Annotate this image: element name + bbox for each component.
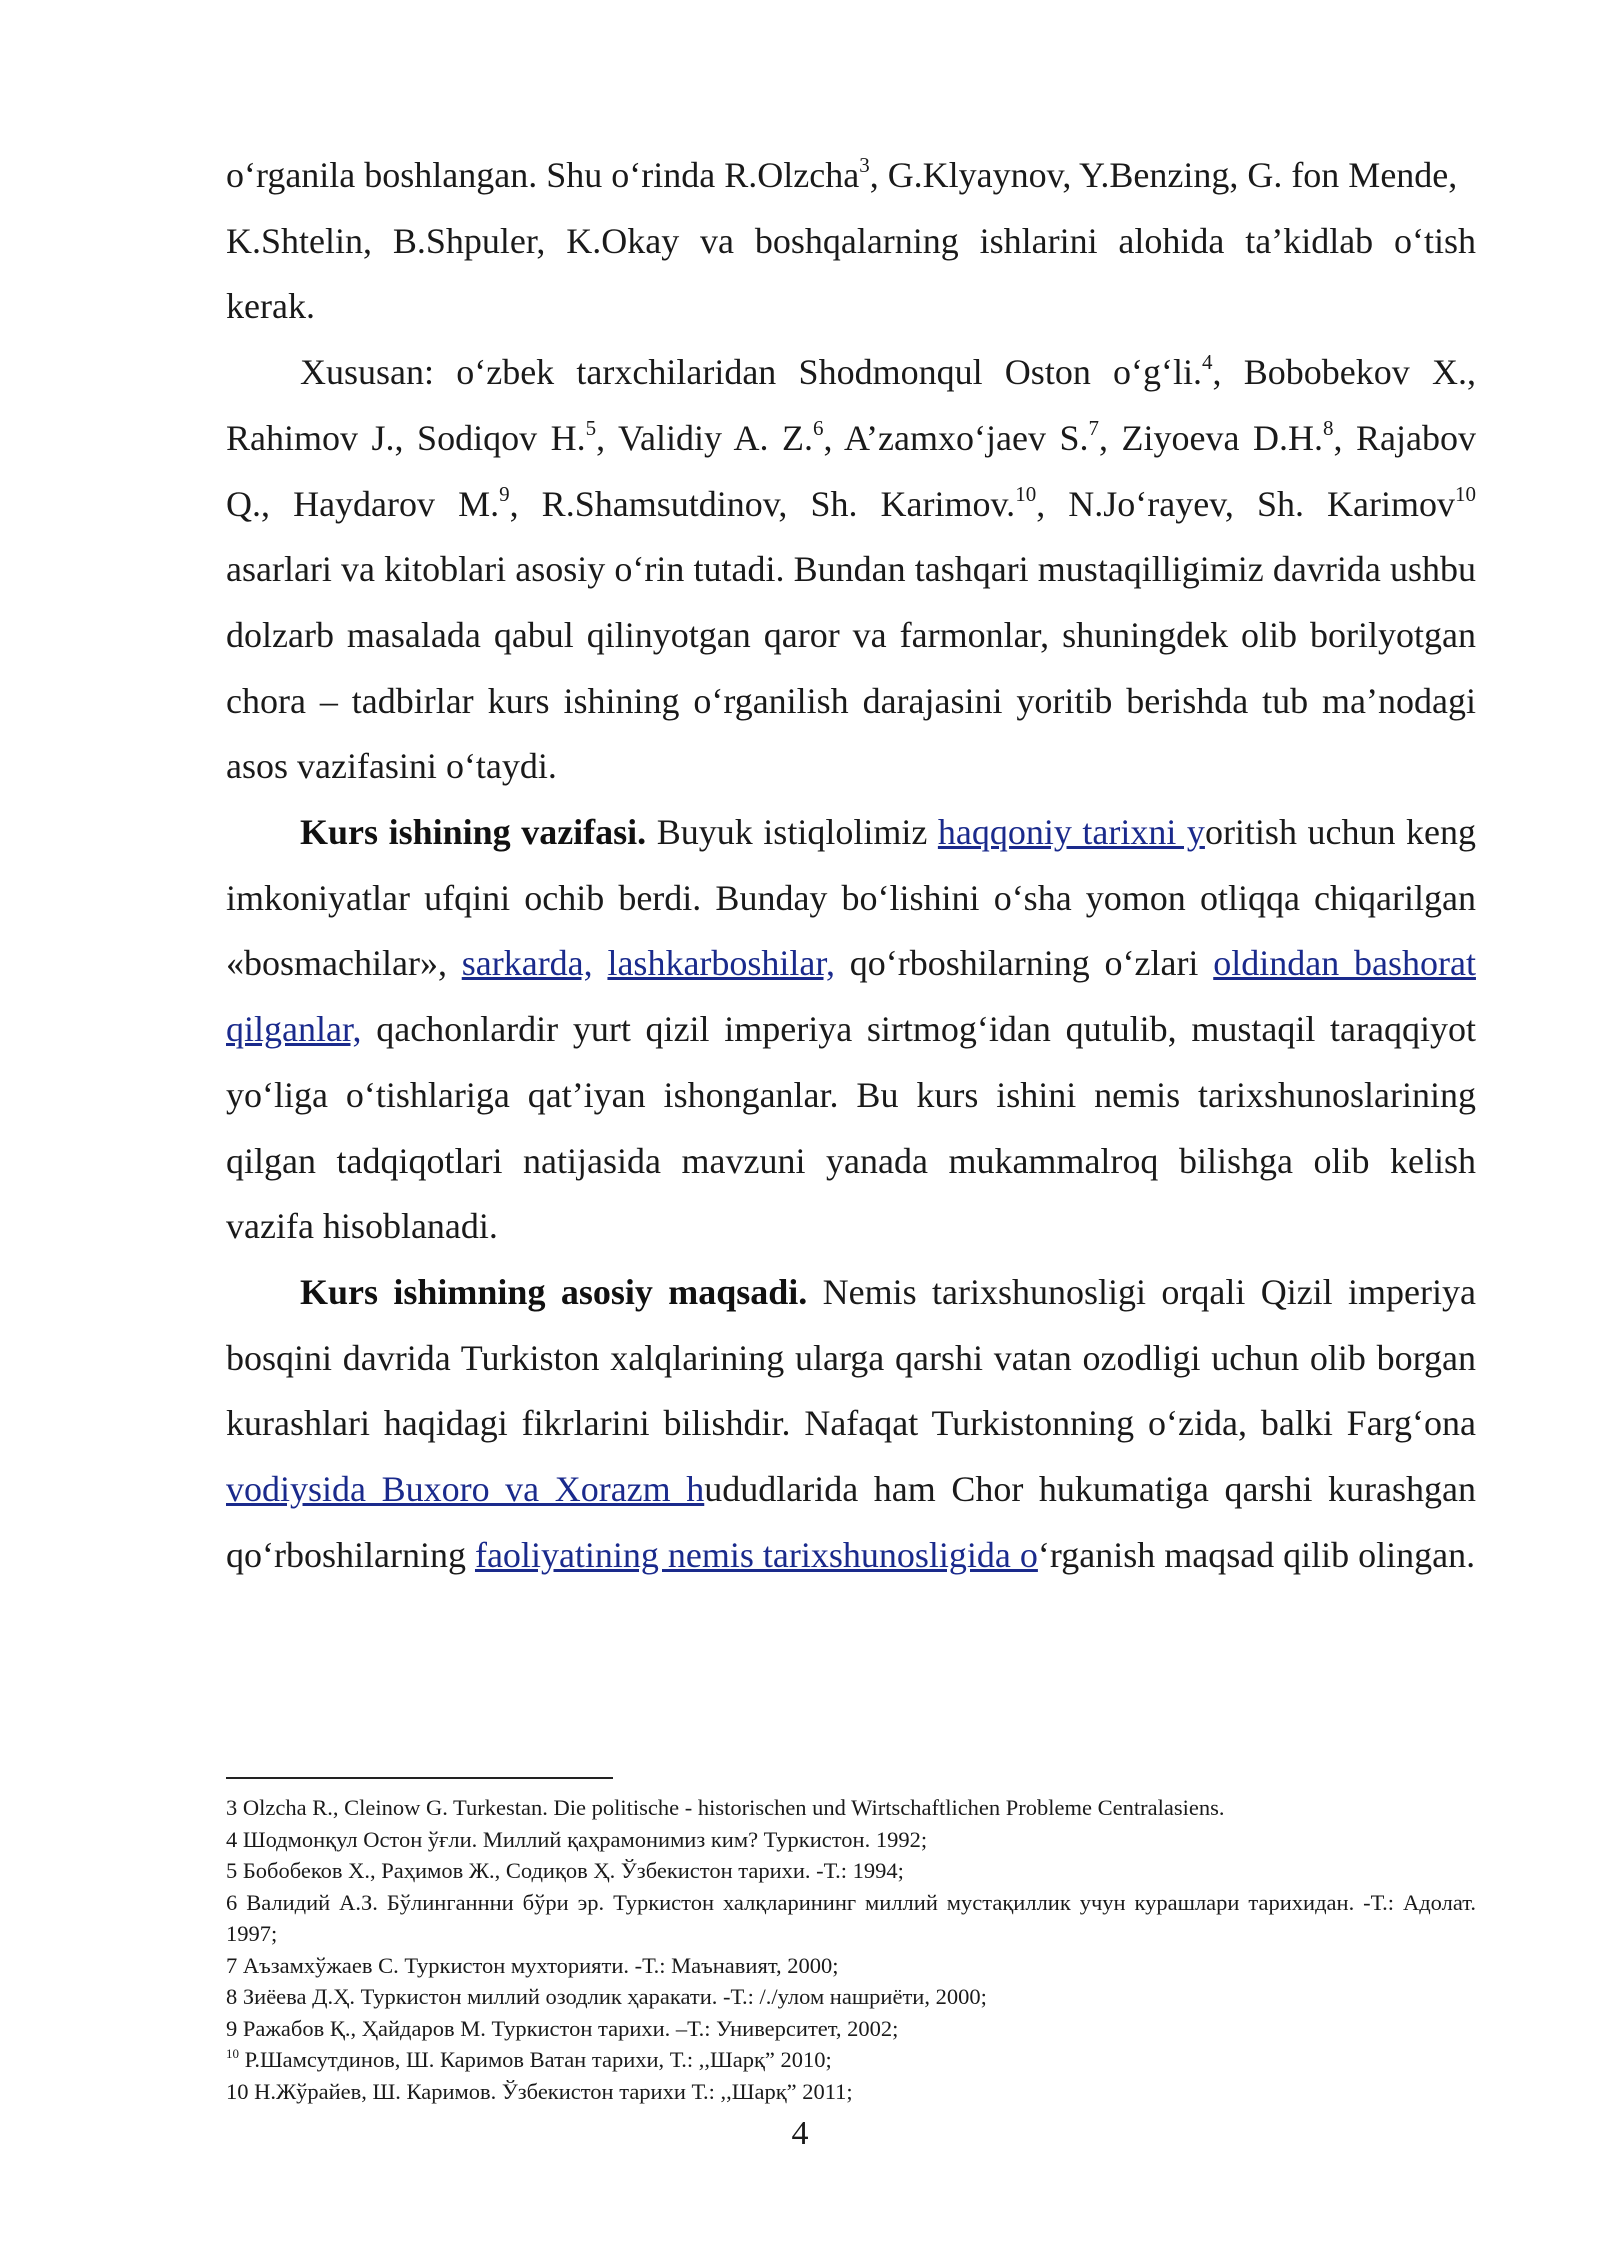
footnote-7: 7 Аъзамхўжаев С. Туркистон мухторияти. -Т.: Маънавият, 2000; xyxy=(226,1952,839,1978)
footnote-ref-10b[interactable]: 10 xyxy=(1455,481,1477,506)
paragraph-3 xyxy=(226,340,1476,800)
footnote-10a-text: Р.Шамсутдинов, Ш. Каримов Ватан тарихи, Т.: ,,Шарқ” 2010; xyxy=(239,2047,832,2072)
footnote-4: 4 Шодмонқул Остон ўғли. Миллий қаҳрамонимиз ким? Туркистон. 1992; xyxy=(226,1826,928,1852)
footnote-ref-6[interactable]: 6 xyxy=(813,415,824,440)
footnote-ref-8[interactable]: 8 xyxy=(1323,415,1334,440)
footnote-10b: 10 Н.Жўрайев, Ш. Каримов. Ўзбекистон тарихи Т.: ,,Шарқ” 2011; xyxy=(226,2078,853,2104)
paragraph-task xyxy=(226,800,1476,1260)
link-oldindan-bashorat[interactable]: oldindan bashorat qilganlar, xyxy=(226,943,1476,1050)
text-run: o‘rganila boshlangan. Shu o‘rinda R.Olzcha xyxy=(226,155,860,195)
text-run: , Rajabov Q., Haydarov M. xyxy=(226,417,1476,524)
text-run: , Validiy A. Z. xyxy=(596,417,814,458)
footnote-ref-7[interactable]: 7 xyxy=(1088,415,1099,440)
text-run: ududlarida ham Chor hukumatiga qarshi kurashgan qo‘rboshilarning xyxy=(226,1469,1476,1575)
footnote-10a-mark: 10 xyxy=(226,2046,239,2061)
section-heading-task: Kurs ishining vazifasi. xyxy=(300,812,647,853)
text-run xyxy=(593,943,608,983)
footnote-5: 5 Бобобеков Х., Раҳимов Ж., Содиқов Ҳ. Ўзбекистон тарихи. -Т.: 1994; xyxy=(226,1858,904,1883)
link-faoliyatining-nemis[interactable]: faoliyatining nemis tarixshunosligida o xyxy=(474,1534,1038,1575)
paragraph-1 xyxy=(226,143,1476,209)
text-run: , R.Shamsutdinov, Sh. Karimov. xyxy=(509,483,1016,524)
text-run: Nemis tarixshunosligi orqali Qizil imperiya bosqini davrida Turkiston xalqlarining ularga qarshi vatan ozodligi uchun olib borgan kurashlari haqidagi fikrlarini bilishdir. Nafaqat Turkistonning o‘zida, balki Farg‘ona xyxy=(226,1271,1477,1444)
footnote-ref-10[interactable]: 10 xyxy=(1015,481,1037,506)
body-text xyxy=(226,143,1476,1588)
text-run: oritish uchun keng imkoniyatlar ufqini ochib berdi. Bunday bo‘lishini o‘sha yomon otliqqa chiqarilgan «bosmachilar», xyxy=(226,812,1477,984)
text-run: asarlari va kitoblari asosiy o‘rin tutadi. Bundan tashqari mustaqilligimiz davrida ushbu dolzarb masalada qabul qilinyotgan qaror va farmonlar, shuningdek olib borilyotgan chora – tadbirlar kurs ishining o‘rganilish darajasini yoritib berishda tub ma’nodagi asos vazifasini o‘taydi. xyxy=(226,549,1476,787)
footnote-ref-3[interactable]: 3 xyxy=(859,153,870,177)
paragraph-2 xyxy=(226,209,1476,340)
text-run: Buyuk istiqlolimiz xyxy=(646,812,938,853)
footnote-8: 8 Зиёева Д.Ҳ. Туркистон миллий озодлик ҳаракати. -Т.: /./улом нашриёти, 2000; xyxy=(226,1984,987,2009)
link-sarkarda[interactable]: sarkarda, xyxy=(461,943,593,984)
text-run: , N.Jo‘rayev, Sh. Karimov xyxy=(1036,483,1456,524)
text-run: , Ziyoeva D.H. xyxy=(1099,417,1323,458)
footnotes xyxy=(226,1792,1476,2107)
text-run: , G.Klyaynov, Y.Benzing, G. fon Mende, xyxy=(869,155,1458,195)
footnote-ref-5[interactable]: 5 xyxy=(585,415,597,440)
text-run: ‘rganish maqsad qilib olingan. xyxy=(1037,1534,1476,1575)
section-heading-goal: Kurs ishimning asosiy maqsadi. xyxy=(300,1271,808,1312)
link-haqqoniy-tarixni[interactable]: haqqoniy tarixni y xyxy=(937,812,1205,853)
link-lashkarboshilar[interactable]: lashkarboshilar, xyxy=(607,943,835,984)
footnote-3: 3 Olzcha R., Cleinow G. Turkestan. Die politische - historischen und Wirtschaftlichen Probleme Centralasiens. xyxy=(226,1795,1225,1820)
text-run: , Bobobekov X., Rahimov J., Sodiqov H. xyxy=(226,352,1476,458)
text-run: qachonlardir yurt qizil imperiya sirtmog‘idan qutulib, mustaqil taraqqiyot yo‘liga o‘tishlariga qat’iyan ishonganlar. Bu kurs ishini nemis tarixshunoslarining qilgan tadqiqotlari natijasida mavzuni yanada mukammalroq bilishga olib kelish vazifa hisoblanadi. xyxy=(226,1009,1476,1247)
text-run: Xususan: o‘zbek tarxchilaridan Shodmonqul Oston o‘g‘li. xyxy=(300,352,1203,393)
footnote-ref-9[interactable]: 9 xyxy=(499,481,510,506)
page-number: 4 xyxy=(791,2115,809,2152)
text-run: K.Shtelin, B.Shpuler, K.Okay va boshqalarning ishlarini alohida ta’kidlab o‘tish kerak. xyxy=(226,220,1476,327)
footnote-10a xyxy=(226,2044,1476,2076)
link-vodiysida-buxoro[interactable]: vodiysida Buxoro va Xorazm h xyxy=(226,1469,705,1510)
text-run: , A’zamxo‘jaev S. xyxy=(823,417,1089,458)
footnote-6: 6 Валидий А.З. Бўлинганнни бўри эр. Туркистон халқларининг миллий мустақиллик учун курашлари тарихидан. -Т.: Адолат. 1997; xyxy=(226,1889,1476,1946)
text-run: qo‘rboshilarning o‘zlari xyxy=(834,943,1214,984)
paragraph-goal xyxy=(226,1260,1476,1589)
footnote-ref-4[interactable]: 4 xyxy=(1202,350,1213,375)
footnote-9: 9 Ражабов Қ., Ҳайдаров М. Туркистон тарихи. –Т.: Университет, 2002; xyxy=(226,2015,899,2041)
footnote-separator xyxy=(226,1777,613,1779)
